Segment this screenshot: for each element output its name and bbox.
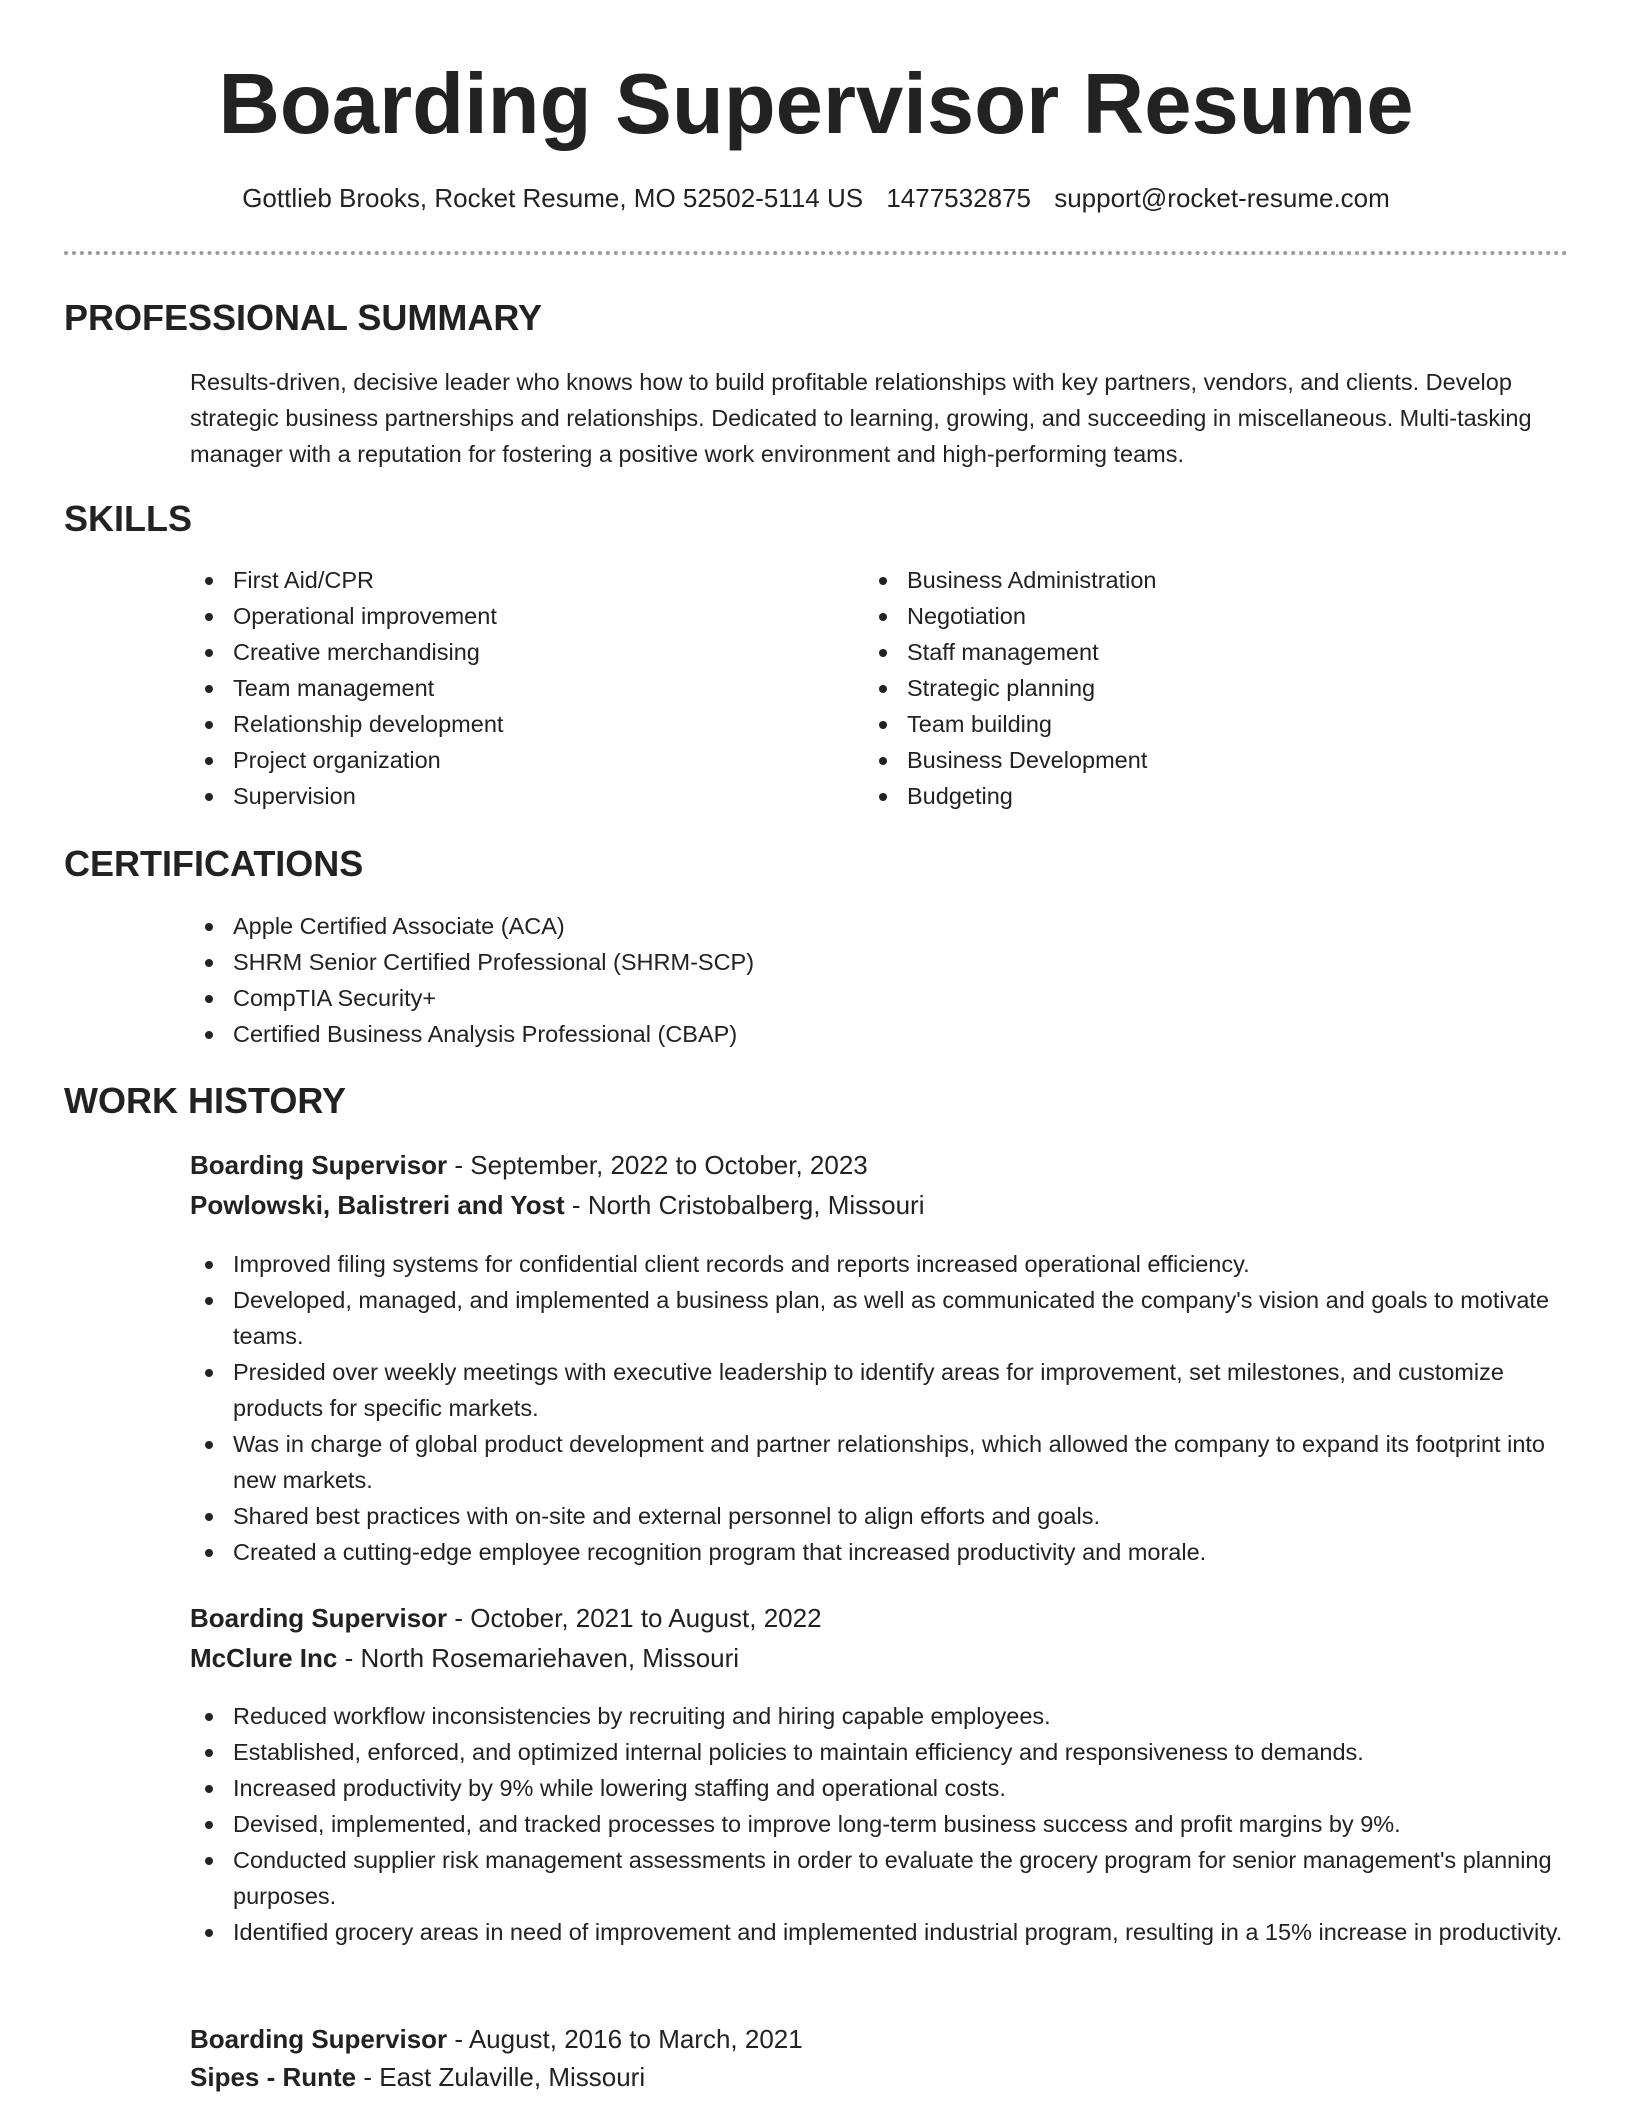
job-title: Boarding Supervisor	[190, 1603, 448, 1633]
list-item: Creative merchandising	[190, 634, 830, 670]
list-item: Team building	[864, 706, 1504, 742]
list-item: Increased productivity by 9% while lowering staffing and operational costs.	[190, 1770, 1580, 1806]
job-title: Boarding Supervisor	[190, 2024, 448, 2054]
work-history-heading: WORK HISTORY	[64, 1080, 347, 1121]
contact-email: support@rocket-resume.com	[1054, 183, 1390, 213]
contact-line	[0, 180, 1632, 216]
job-company-line	[190, 1639, 739, 1677]
separator: -	[356, 2062, 380, 2092]
job-company-line	[190, 2058, 645, 2096]
certifications-list	[190, 908, 1580, 1052]
skills-heading: SKILLS	[64, 498, 193, 539]
job-location: North Rosemariehaven, Missouri	[360, 1643, 740, 1673]
list-item: CompTIA Security+	[190, 980, 1580, 1016]
list-item: Devised, implemented, and tracked processes to improve long-term business success and profit margins by 9%.	[190, 1806, 1580, 1842]
list-item: Created a cutting-edge employee recognition program that increased productivity and morale.	[190, 1534, 1580, 1570]
list-item: Budgeting	[864, 778, 1504, 814]
job-title: Boarding Supervisor	[190, 1150, 448, 1180]
contact-address: Gottlieb Brooks, Rocket Resume, MO 52502-5114 US	[242, 183, 864, 213]
list-item: Presided over weekly meetings with executive leadership to identify areas for improvement, set milestones, and customize products for specific markets.	[190, 1354, 1580, 1426]
job-company: Sipes - Runte	[190, 2062, 357, 2092]
job-location: East Zulaville, Missouri	[379, 2062, 646, 2092]
list-item: Apple Certified Associate (ACA)	[190, 908, 1580, 944]
summary-heading: PROFESSIONAL SUMMARY	[64, 297, 543, 338]
list-item: SHRM Senior Certified Professional (SHRM-SCP)	[190, 944, 1580, 980]
list-item: Conducted supplier risk management assessments in order to evaluate the grocery program for senior management's planning purposes.	[190, 1842, 1580, 1914]
separator: -	[564, 1190, 588, 1220]
list-item: Team management	[190, 670, 830, 706]
separator: -	[337, 1643, 361, 1673]
list-item: Established, enforced, and optimized internal policies to maintain efficiency and responsiveness to demands.	[190, 1734, 1580, 1770]
list-item: Reduced workflow inconsistencies by recruiting and hiring capable employees.	[190, 1698, 1580, 1734]
list-item: Was in charge of global product development and partner relationships, which allowed the company to expand its footprint into new markets.	[190, 1426, 1580, 1498]
job-dates: August, 2016 to March, 2021	[468, 2024, 803, 2054]
list-item: Certified Business Analysis Professional (CBAP)	[190, 1016, 1580, 1052]
job-duties-list	[190, 1246, 1580, 1570]
separator: -	[447, 2024, 469, 2054]
list-item: Business Development	[864, 742, 1504, 778]
job-title-line	[190, 1146, 868, 1184]
list-item: Supervision	[190, 778, 830, 814]
job-duties-list	[190, 1698, 1580, 1950]
job-title-line	[190, 2020, 803, 2058]
contact-phone: 1477532875	[886, 183, 1031, 213]
resume-title: Boarding Supervisor Resume	[218, 57, 1414, 152]
certifications-heading: CERTIFICATIONS	[64, 843, 364, 884]
list-item: Identified grocery areas in need of improvement and implemented industrial program, resulting in a 15% increase in productivity.	[190, 1914, 1580, 1950]
list-item: Strategic planning	[864, 670, 1504, 706]
skills-list-right	[864, 562, 1504, 814]
separator: -	[447, 1150, 471, 1180]
job-dates: September, 2022 to October, 2023	[470, 1150, 868, 1180]
list-item: Shared best practices with on-site and external personnel to align efforts and goals.	[190, 1498, 1580, 1534]
job-location: North Cristobalberg, Missouri	[587, 1190, 925, 1220]
list-item: Improved filing systems for confidential client records and reports increased operational efficiency.	[190, 1246, 1580, 1282]
job-dates: October, 2021 to August, 2022	[470, 1603, 822, 1633]
header-divider	[64, 251, 1568, 255]
list-item: Negotiation	[864, 598, 1504, 634]
job-title-line	[190, 1599, 822, 1637]
list-item: Business Administration	[864, 562, 1504, 598]
list-item: Project organization	[190, 742, 830, 778]
job-company-line	[190, 1186, 924, 1224]
list-item: First Aid/CPR	[190, 562, 830, 598]
separator: -	[447, 1603, 471, 1633]
job-company: McClure Inc	[190, 1643, 338, 1673]
summary-text: Results-driven, decisive leader who knows how to build profitable relationships with key partners, vendors, and clients. Develop strategic business partnerships and relationships. Dedicated to learning, growing, and succeeding in miscellaneous. Multi-tasking manager with a reputation for fostering a positive work environment and high-performing teams.	[190, 369, 1532, 467]
job-company: Powlowski, Balistreri and Yost	[190, 1190, 565, 1220]
skills-list-left	[190, 562, 830, 814]
list-item: Operational improvement	[190, 598, 830, 634]
list-item: Developed, managed, and implemented a business plan, as well as communicated the company's vision and goals to motivate teams.	[190, 1282, 1580, 1354]
list-item: Relationship development	[190, 706, 830, 742]
list-item: Staff management	[864, 634, 1504, 670]
